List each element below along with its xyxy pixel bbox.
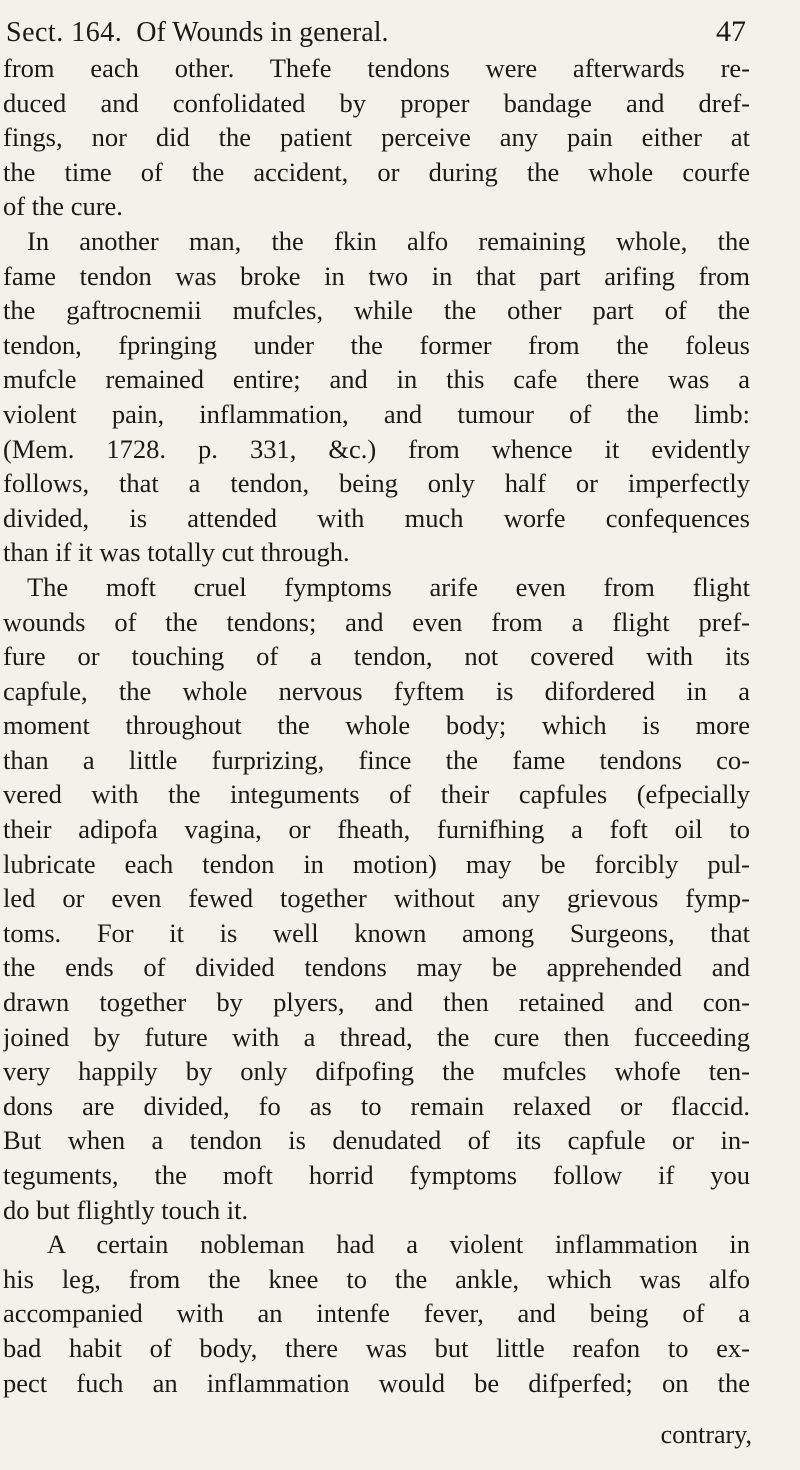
text-line: their adipofa vagina, or fheath, furnifhing a foft oil to (3, 814, 750, 845)
text-line: A certain nobleman had a violent inflammation in (47, 1229, 750, 1260)
text-line: (Mem. 1728. p. 331, &c.) from whence it evidently (3, 433, 750, 464)
text-line: led or even fewed together without any grievous fymp- (3, 883, 750, 914)
text-line: the gaftrocnemii mufcles, while the other part of the (3, 295, 750, 326)
running-head (6, 14, 754, 51)
text-line: from each other. Thefe tendons were afterwards re- (3, 53, 750, 83)
text-line: joined by future with a thread, the cure then fucceeding (3, 1021, 750, 1052)
text-line: divided, is attended with much worfe confequences (3, 502, 750, 533)
text-line: the time of the accident, or during the whole courfe (3, 156, 750, 187)
text-line: bad habit of body, there was but little reafon to ex- (3, 1332, 750, 1363)
text-line: of the cure. (3, 191, 123, 222)
text-line: In another man, the fkin alfo remaining whole, the (27, 225, 750, 256)
text-line: But when a tendon is denudated of its capfule or in- (3, 1125, 750, 1156)
text-line: duced and confolidated by proper bandage and dref- (3, 87, 750, 118)
text-line: than if it was totally cut through. (3, 537, 350, 568)
text-line: vered with the integuments of their capfules (efpecially (3, 779, 750, 810)
text-line: moment throughout the whole body; which is more (3, 710, 750, 741)
text-line: fings, nor did the patient perceive any pain either at (3, 122, 750, 153)
text-line: drawn together by plyers, and then retained and con- (3, 987, 750, 1018)
body-text (3, 51, 750, 1400)
text-line: do but flightly touch it. (3, 1194, 249, 1225)
page-number: 47 (716, 15, 746, 48)
text-line: capfule, the whole nervous fyftem is difordered in a (3, 675, 750, 706)
section-number: Sect. 164. (6, 17, 123, 48)
text-line: fame tendon was broke in two in that part arifing from (3, 260, 750, 291)
text-line: accompanied with an intenfe fever, and being of a (3, 1298, 750, 1329)
text-line: very happily by only difpofing the mufcles whofe ten- (3, 1056, 750, 1087)
text-line: fure or touching of a tendon, not covered with its (3, 641, 750, 672)
text-line: teguments, the moft horrid fymptoms follow if you (3, 1160, 750, 1190)
text-line: follows, that a tendon, being only half or imperfectly (3, 468, 750, 499)
text-line: violent pain, inflammation, and tumour of the limb: (3, 398, 750, 429)
text-line: The moft cruel fymptoms arife even from flight (27, 571, 750, 602)
text-line: toms. For it is well known among Surgeons, that (3, 917, 750, 948)
text-line: dons are divided, fo as to remain relaxed or flaccid. (3, 1090, 750, 1121)
page-title: Of Wounds in general. (136, 17, 389, 48)
catchword: contrary, (660, 1420, 752, 1449)
text-line: the ends of divided tendons may be apprehended and (3, 952, 750, 983)
text-line: his leg, from the knee to the ankle, which was alfo (3, 1263, 750, 1294)
text-line: mufcle remained entire; and in this cafe there was a (3, 364, 750, 395)
text-line: lubricate each tendon in motion) may be forcibly pul- (3, 848, 750, 879)
text-line: than a little furprizing, fince the fame tendons co- (3, 744, 750, 775)
text-line: wounds of the tendons; and even from a flight pref- (3, 606, 750, 637)
text-line: pect fuch an inflammation would be difperfed; on the (3, 1367, 750, 1398)
text-line: tendon, fpringing under the former from the foleus (3, 329, 750, 360)
